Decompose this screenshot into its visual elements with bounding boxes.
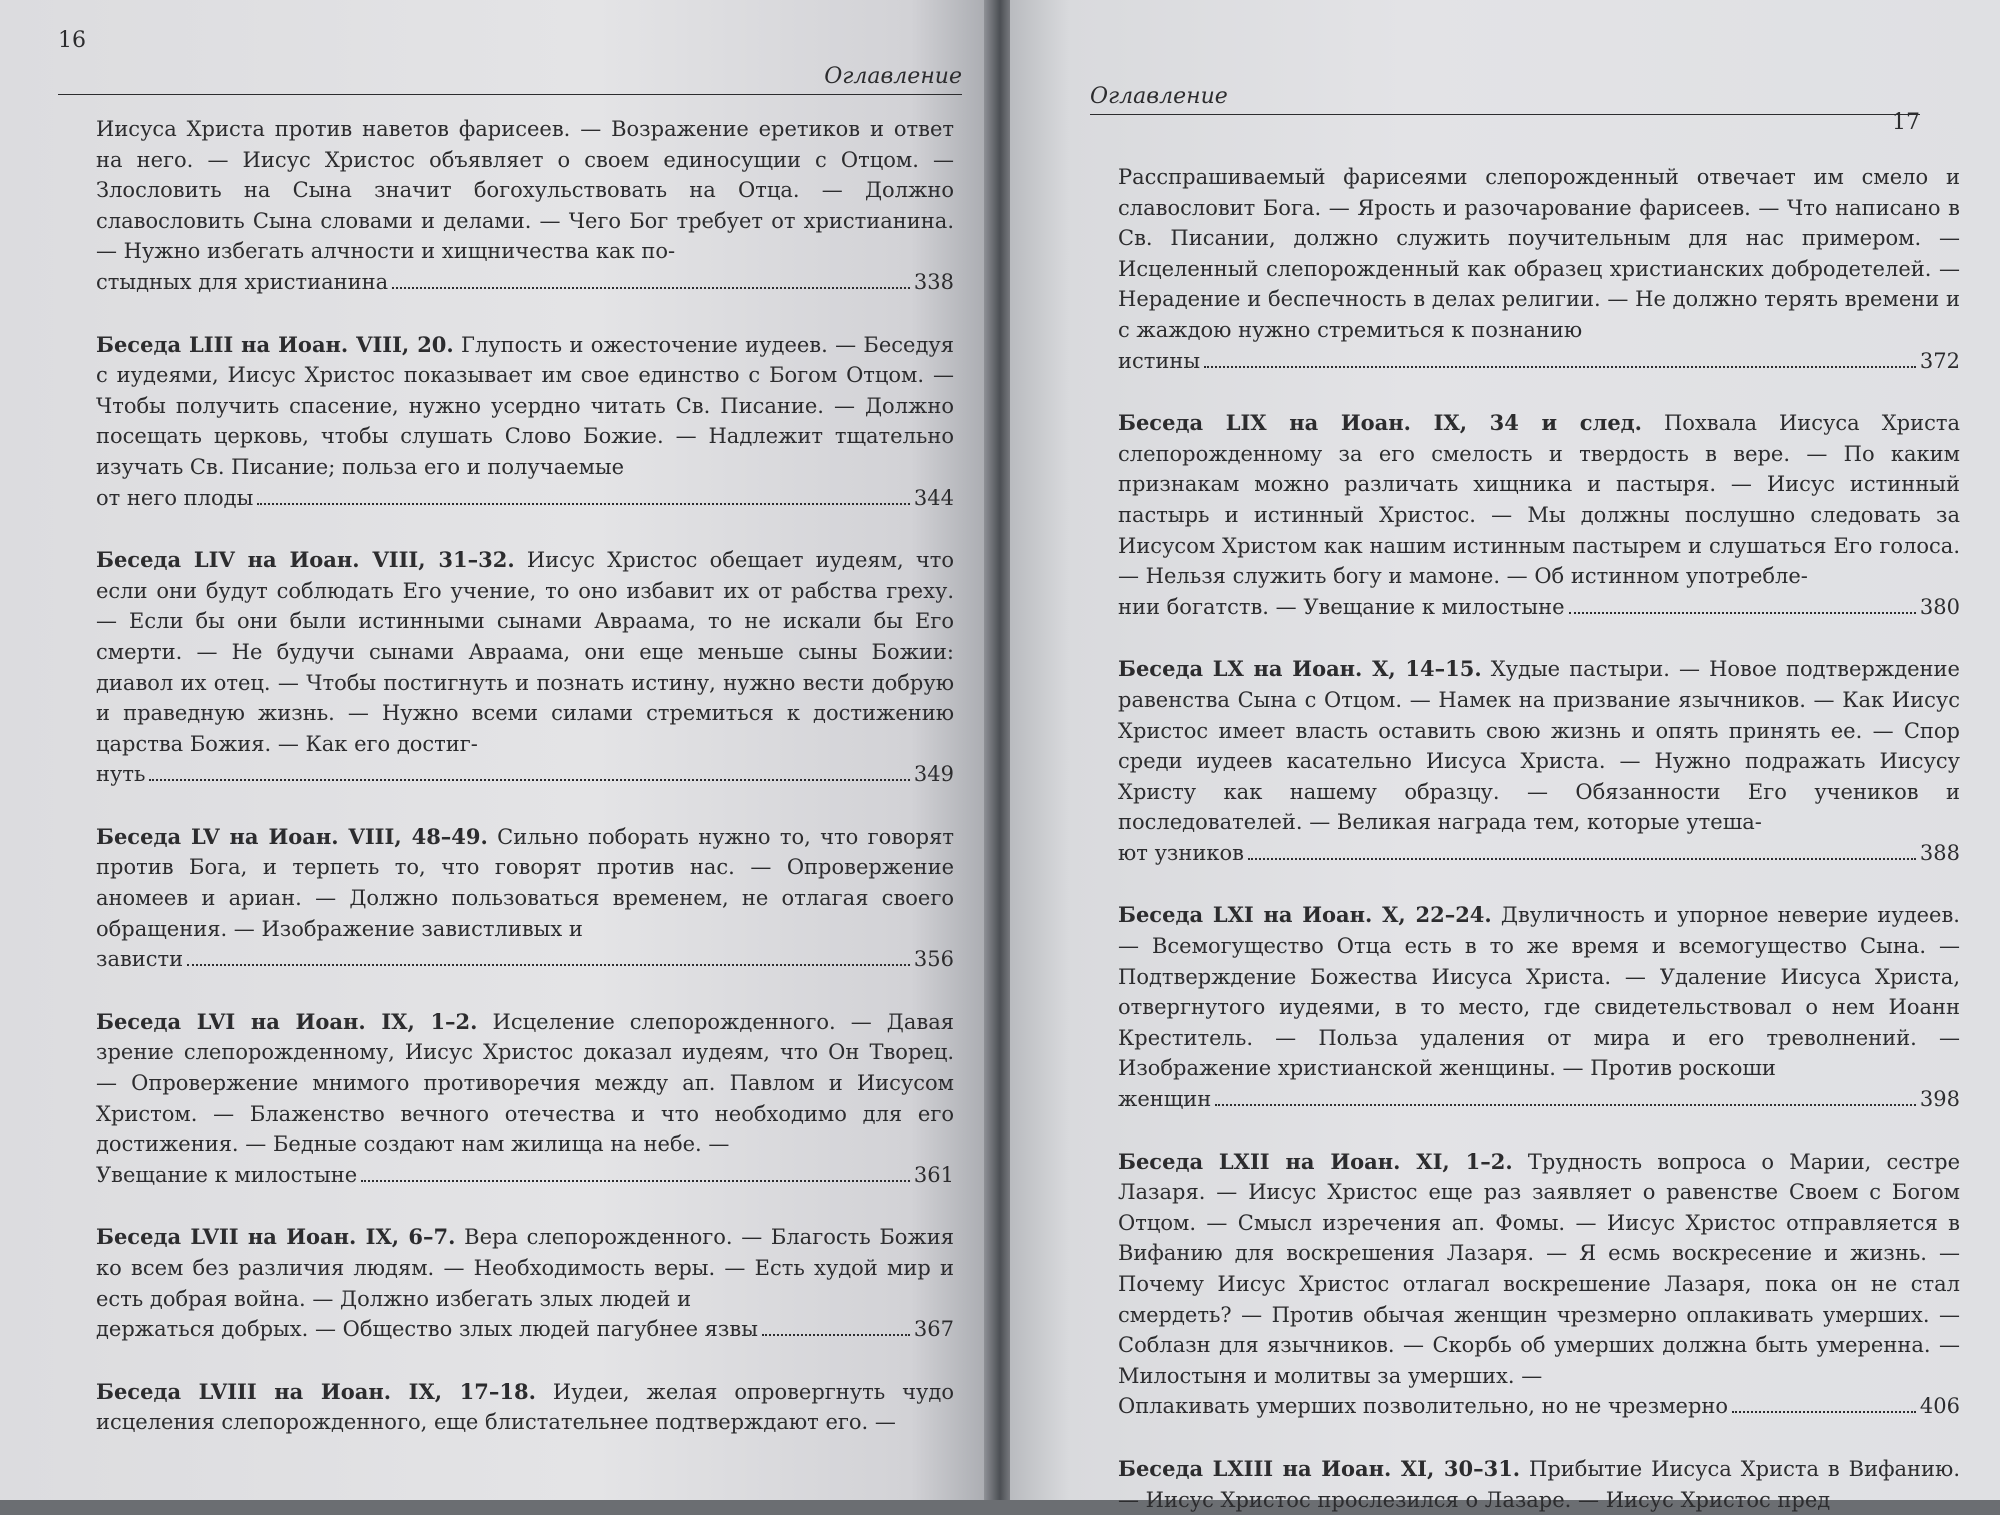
entry-page-number: 344 [913,485,954,510]
toc-entry [96,1377,954,1438]
entry-last-line: истины [1118,348,1201,373]
left-toc-entries [58,114,962,1438]
entry-page-number: 388 [1919,840,1960,865]
entry-title: Беседа LX на Иоан. X, 14–15. [1118,656,1482,682]
entry-last-line: Увещание к милостыне [96,1162,358,1187]
dot-leader [392,287,910,289]
left-page-number: 16 [58,28,86,53]
entry-last-line: держаться добрых. — Общество злых людей пагубнее язвы [96,1317,758,1342]
left-page [0,0,990,1500]
entry-last-line: нуть [96,762,146,787]
toc-entry [96,330,954,514]
dot-leader [1248,858,1916,860]
entry-title: Беседа LVII на Иоан. IX, 6–7. [96,1224,456,1250]
entry-text: Расспрашиваемый фарисеями слепорожденный отвечает им смело и славословит Бога. — Ярость и разочарование фарисеев. — Что написано в Св. Писании, должно служить поучительным для нас примером. — Исцеленный слепорожденный как образец христианских добродетелей. — Нерадение и беспечность в делах религии. — Не должно терять времени и с жаждою нужно стремиться к познанию [1118,165,1960,342]
entry-text: Вера слепорожденного. — Благость Божия ко всем без различия людям. — Необходимость веры. — Есть худой мир и есть добрая война. — Должно избегать злых людей и [96,1225,954,1311]
entry-page-number: 380 [1919,594,1960,619]
entry-last-line: женщин [1118,1087,1212,1112]
right-page-header [1080,22,1960,162]
entry-title: Беседа LVIII на Иоан. IX, 17–18. [96,1378,536,1404]
dot-leader [1215,1104,1916,1106]
entry-last-line: нии богатств. — Увещание к милостыне [1118,594,1565,619]
right-toc-entries [1080,162,1960,1515]
entry-page-number: 349 [913,762,954,787]
right-page-number: 17 [1892,110,1920,135]
entry-last-line: Оплакивать умерших позволительно, но не чрезмерно [1118,1394,1729,1419]
dot-leader [257,503,910,505]
entry-last-line: стыдных для христианина [96,269,389,294]
entry-page-number: 338 [913,269,954,294]
entry-title: Беседа LXII на Иоан. XI, 1–2. [1118,1148,1513,1174]
toc-entry [1118,162,1960,376]
entry-title: Беседа LV на Иоан. VIII, 48–49. [96,823,488,849]
dot-leader [1732,1411,1916,1413]
entry-title: Беседа LXI на Иоан. X, 22–24. [1118,902,1492,928]
dot-leader [1204,366,1916,368]
left-page-header [58,22,962,114]
toc-entry [96,1007,954,1191]
left-header-rule [58,94,962,95]
toc-entry [96,822,954,975]
toc-entry [1118,654,1960,868]
toc-entry [1118,1147,1960,1422]
entry-text: Худые пастыри. — Новое подтверждение равенства Сына с Отцом. — Намек на призвание язычников. — Как Иисус Христос имеет власть оставить свою жизнь и опять принять ее. — Спор среди иудеев касательно Иисуса Христа. — Нужно подражать Иисусу Христу как нашему образцу. — Обязанности Его учеников и последователей. — Великая награда тем, которые утеша- [1118,657,1960,835]
entry-page-number: 372 [1919,348,1960,373]
entry-text: Иисус Христос обещает иудеям, что если они будут соблюдать Его учение, то оно избавит их от рабства греху. — Если бы они были истинными сынами Авраама, то не искали бы Его смерти. — Не будучи сынами Авраама, они еще меньше сыны Божии: диавол их отец. — Чтобы постигнуть и познать истину, нужно вести добрую и праведную жизнь. — Нужно всеми силами стремиться к достижению царства Божия. — Как его достиг- [96,548,954,756]
entry-text: Иудеи, желая опровергнуть чудо исцеления слепорожденного, еще блистательнее подтверждают его. — [96,1379,954,1435]
entry-title: Беседа LVI на Иоан. IX, 1–2. [96,1008,478,1034]
entry-text: Иисуса Христа против наветов фарисеев. — Возражение еретиков и ответ на него. — Иисус Христос объявляет о своем единосущии с Отцом. — Злословить на Сына значит богохульствовать на Отца. — Должно славословить Сына словами и делами. — Чего Бог требует от христианина. — Нужно избегать алчности и хищничества как по- [96,117,954,264]
entry-last-line: зависти [96,947,184,972]
dot-leader [361,1180,910,1182]
right-header-rule [1090,114,1920,115]
dot-leader [187,964,910,966]
entry-page-number: 406 [1919,1394,1960,1419]
entry-page-number: 367 [913,1317,954,1342]
toc-entry [96,545,954,790]
entry-title: Беседа LIV на Иоан. VIII, 31–32. [96,547,515,573]
entry-title: Беседа LIX на Иоан. IX, 34 и след. [1118,410,1642,436]
entry-title: Беседа LXIII на Иоан. XI, 30–31. [1118,1455,1521,1481]
entry-text: Прибытие Иисуса Христа в Вифанию. — Иисус Христос прослезился о Лазаре. — Иисус Христос пред [1118,1456,1960,1512]
entry-last-line: ют узников [1118,840,1244,865]
dot-leader [149,779,910,781]
toc-entry [96,1222,954,1344]
entry-text: Глупость и ожесточение иудеев. — Беседуя с иудеями, Иисус Христос показывает им свое единство с Богом Отцом. — Чтобы получить спасение, нужно усердно читать Св. Писание. — Должно посещать церковь, чтобы слушать Слово Божие. — Надлежит тщательно изучать Св. Писание; польза его и получаемые [96,332,954,479]
entry-text: Трудность вопроса о Марии, сестре Лазаря. — Иисус Христос еще раз заявляет о равенстве Своем с Богом Отцом. — Смысл изречения ап. Фомы. — Иисус Христос отправляется в Вифанию для воскрешения Лазаря. — Я есмь воскресение и жизнь. — Почему Иисус Христос отлагал воскрешение Лазаря, пока он не стал смердеть? — Против обычая женщин чрезмерно оплакивать умерших. — Соблазн для язычников. — Скорбь об умерших должна быть умеренна. — Милостыня и молитвы за умерших. — [1118,1149,1960,1388]
entry-text: Двуличность и упорное неверие иудеев. — Всемогущество Отца есть в то же время и всемогущество Сына. — Подтверждение Божества Иисуса Христа. — Удаление Иисуса Христа, отвергнутого иудеями, в то место, где свидетельствовал о нем Иоанн Креститель. — Польза удаления от мира и его треволнений. — Изображение христианской женщины. — Против роскоши [1118,903,1960,1081]
entry-page-number: 361 [913,1162,954,1187]
right-page [1010,0,2000,1512]
entry-text: Исцеление слепорожденного. — Давая зрение слепорожденному, Иисус Христос доказал иудеям, что Он Творец. — Опровержение мнимого противоречия между ап. Павлом и Иисусом Христом. — Блаженство вечного отечества и что необходимо для его достижения. — Бедные создают нам жилища на небе. — [96,1009,954,1157]
toc-entry [1118,408,1960,622]
toc-entry [1118,1454,1960,1515]
right-running-title: Оглавление [1090,84,1228,109]
entry-last-line: от него плоды [96,485,254,510]
dot-leader [762,1334,910,1336]
left-running-title: Оглавление [824,64,962,89]
toc-entry [96,114,954,298]
toc-entry [1118,900,1960,1114]
entry-page-number: 356 [913,947,954,972]
dot-leader [1569,612,1916,614]
entry-page-number: 398 [1919,1087,1960,1112]
entry-text: Сильно побoрать нужно то, что говорят против Бога, и терпеть то, что говорят против нас. — Опровержение аномеев и ариан. — Должно пользоваться временем, не отлагая своего обращения. — Изображение завистливых и [96,824,954,941]
entry-text: Похвала Иисуса Христа слепорожденному за его смелость и твердость в вере. — По каким признакам можно различать хищника и пастыря. — Иисус истинный пастырь и истинный Христос. — Мы должны послушно следовать за Иисусом Христом как нашим истинным пастырем и слушаться Его голоса. — Нельзя служить богу и мамоне. — Об истинном употребле- [1118,411,1960,589]
entry-title: Беседа LIII на Иоан. VIII, 20. [96,331,454,357]
